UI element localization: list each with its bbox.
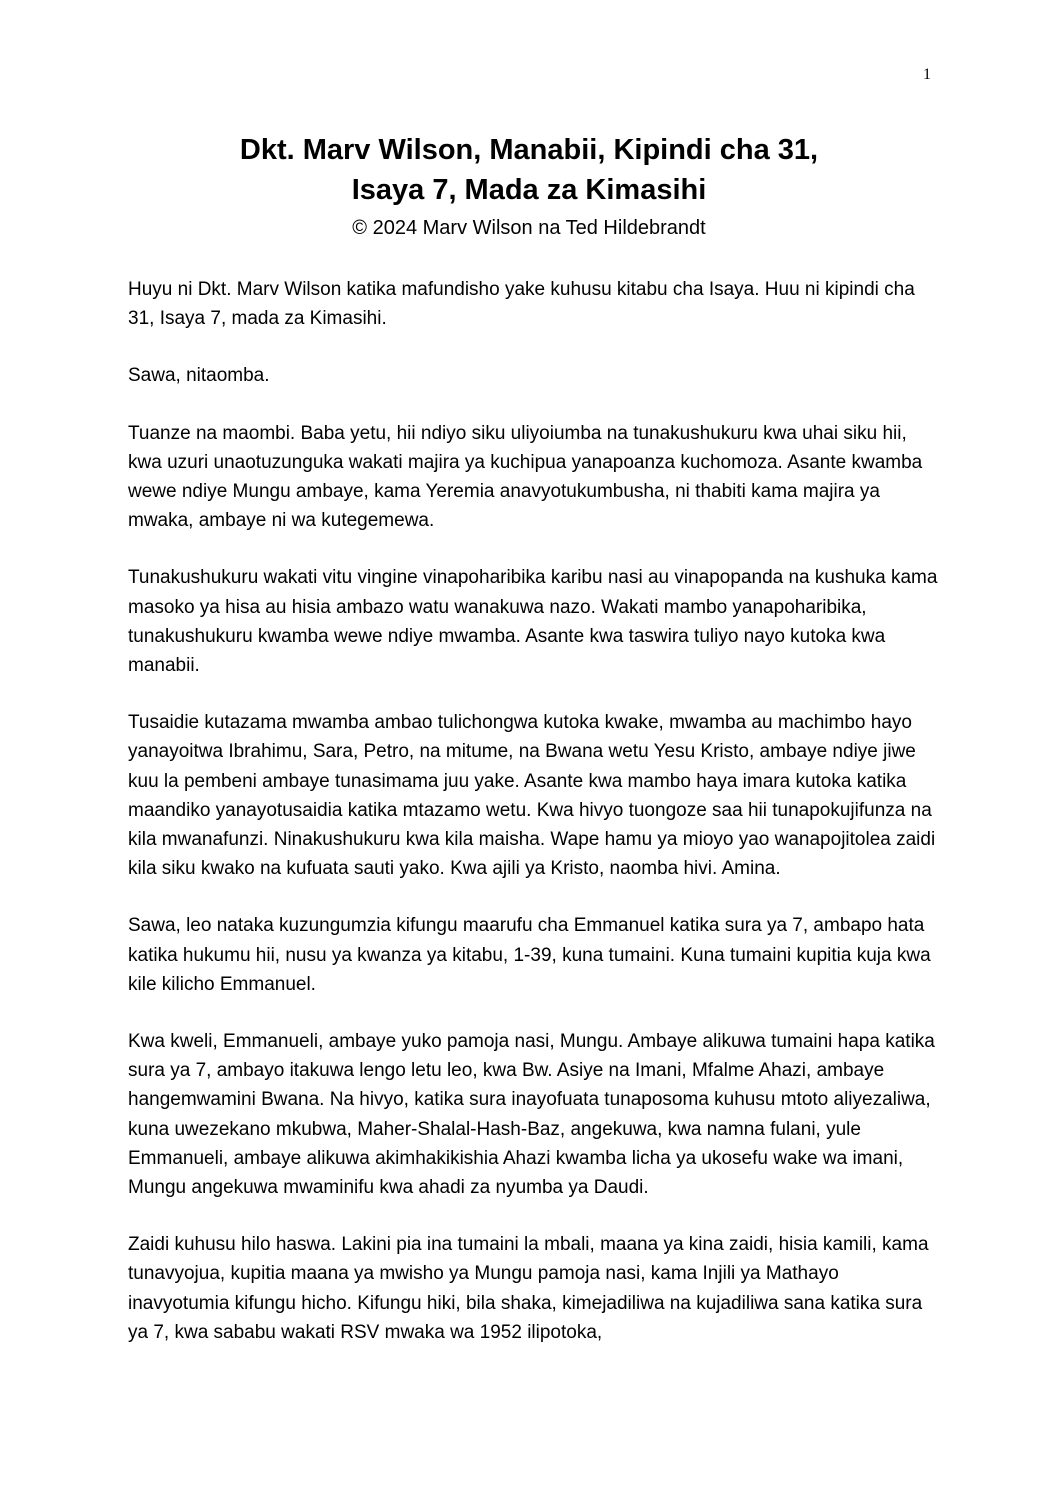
paragraph-prayer-1: Tuanze na maombi. Baba yetu, hii ndiyo siku uliyoiumba na tunakushukuru kwa uhai siku hii, kwa uzuri unaotuzunguka wakati majira ya kuchipua yanapoanza kuchomoza. Asante kwamba wewe ndiye Mungu ambaye, kama Yeremia anavyotukumbusha, ni thabiti kama majira ya mwaka, ambaye ni wa kutegemewa.	[128, 422, 923, 532]
title-line-1: Dkt. Marv Wilson, Manabii, Kipindi cha 31,	[239, 134, 819, 166]
page-number: 1	[923, 66, 931, 83]
document-body	[128, 275, 940, 1375]
title-line-2: Isaya 7, Mada za Kimasihi	[351, 174, 707, 206]
paragraph-emmanuel-meaning: Kwa kweli, Emmanueli, ambaye yuko pamoja nasi, Mungu. Ambaye alikuwa tumaini hapa katika sura ya 7, ambayo itakuwa lengo letu leo, kwa Bw. Asiye na Imani, Mfalme Ahazi, ambaye hangemwamini Bwana. Na hivyo, katika sura inayofuata tunaposoma kuhusu mtoto aliyezaliwa, kuna uwezekano mkubwa, Maher-Shalal-Hash-Baz, angekuwa, kwa namna fulani, yule Emmanueli, ambaye alikuwa akimhakikishia Ahazi kwamba licha ya ukosefu wake wa imani, Mungu angekuwa mwaminifu kwa ahadi za nyumba ya Daudi.	[128, 1031, 935, 1199]
paragraph-prayer-3: Tusaidie kutazama mwamba ambao tulichongwa kutoka kwake, mwamba au machimbo hayo yanayoitwa Ibrahimu, Sara, Petro, na mitume, na Bwana wetu Yesu Kristo, ambaye ndiye jiwe kuu la pembeni ambaye tunasimama juu yake. Asante kwa mambo haya imara kutoka katika maandiko yanayotusaidia katika mtazamo wetu. Kwa hivyo tuongoze saa hii tunapokujifunza na kila mwanafunzi. Ninakushukuru kwa kila maisha. Wape hamu ya mioyo yao wanapojitolea zaidi kila siku kwako na kufuata sauti yako. Kwa ajili ya Kristo, naomba hivi. Amina.	[128, 712, 936, 880]
paragraph-distant-hope: Zaidi kuhusu hilo haswa. Lakini pia ina tumaini la mbali, maana ya kina zaidi, hisia kamili, kama tunavyojua, kupitia maana ya mwisho ya Mungu pamoja nasi, kama Injili ya Mathayo inavyotumia kifungu hicho. Kifungu hiki, bila shaka, kimejadiliwa na kujadiliwa sana katika sura ya 7, kwa sababu wakati RSV mwaka wa 1952 ilipotoka,	[128, 1234, 929, 1343]
document-header	[0, 130, 1058, 244]
paragraph-emmanuel-topic: Sawa, leo nataka kuzungumzia kifungu maarufu cha Emmanuel katika sura ya 7, ambapo hata katika hukumu hii, nusu ya kwanza ya kitabu, 1-39, kuna tumaini. Kuna tumaini kupitia kuja kwa kile kilicho Emmanuel.	[128, 915, 931, 995]
paragraph-prayer-start: Sawa, nitaomba.	[128, 365, 270, 387]
paragraph-intro: Huyu ni Dkt. Marv Wilson katika mafundisho yake kuhusu kitabu cha Isaya. Huu ni kipindi cha 31, Isaya 7, mada za Kimasihi.	[128, 279, 915, 330]
paragraph-prayer-2: Tunakushukuru wakati vitu vingine vinapoharibika karibu nasi au vinapopanda na kushuka kama masoko ya hisa au hisia ambazo watu wanakuwa nazo. Wakati mambo yanapoharibika, tunakushukuru kwamba wewe ndiye mwamba. Asante kwa taswira tuliyo nayo kutoka kwa manabii.	[128, 567, 938, 677]
copyright-notice: © 2024 Marv Wilson na Ted Hildebrandt	[352, 217, 706, 239]
